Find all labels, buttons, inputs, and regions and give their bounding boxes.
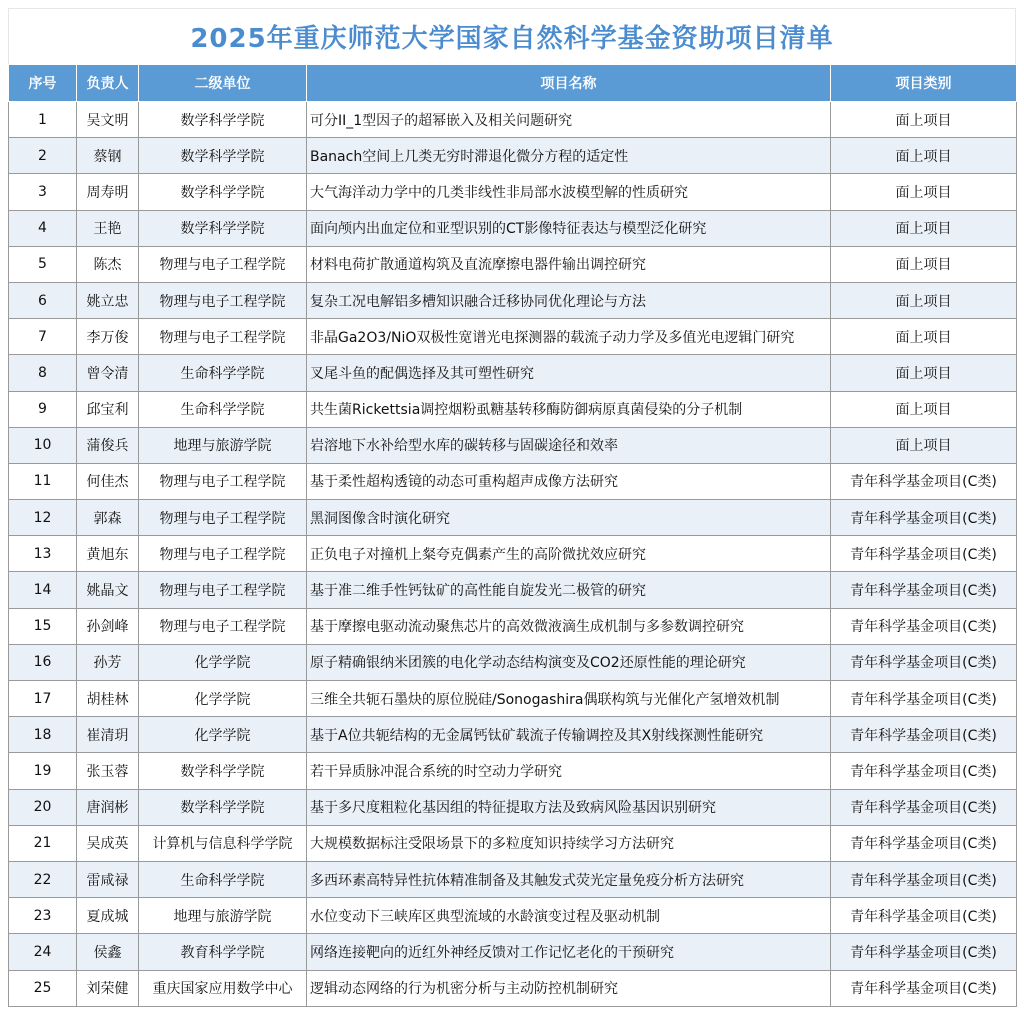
- table-row: [9, 572, 1017, 608]
- cell-leader: 张玉蓉: [77, 753, 139, 789]
- project-table: [8, 64, 1017, 1007]
- cell-project: Banach空间上几类无穷时滞退化微分方程的适定性: [307, 138, 831, 174]
- cell-unit: 数学科学学院: [139, 789, 307, 825]
- cell-leader: 吴文明: [77, 102, 139, 138]
- table-row: [9, 391, 1017, 427]
- table-row: [9, 970, 1017, 1006]
- cell-category: 面上项目: [831, 355, 1017, 391]
- table-row: [9, 536, 1017, 572]
- cell-unit: 物理与电子工程学院: [139, 282, 307, 318]
- cell-no: 20: [9, 789, 77, 825]
- table-row: [9, 319, 1017, 355]
- cell-project: 网络连接靶向的近红外神经反馈对工作记忆老化的干预研究: [307, 934, 831, 970]
- table-row: [9, 102, 1017, 138]
- cell-project: 水位变动下三峡库区典型流域的水龄演变过程及驱动机制: [307, 898, 831, 934]
- table-row: [9, 246, 1017, 282]
- cell-leader: 姚立忠: [77, 282, 139, 318]
- cell-no: 3: [9, 174, 77, 210]
- cell-category: 面上项目: [831, 210, 1017, 246]
- cell-leader: 蒲俊兵: [77, 427, 139, 463]
- cell-category: 青年科学基金项目(C类): [831, 463, 1017, 499]
- cell-no: 1: [9, 102, 77, 138]
- cell-category: 面上项目: [831, 174, 1017, 210]
- cell-no: 9: [9, 391, 77, 427]
- cell-project: 材料电荷扩散通道构筑及直流摩擦电器件输出调控研究: [307, 246, 831, 282]
- cell-leader: 周寿明: [77, 174, 139, 210]
- cell-category: 青年科学基金项目(C类): [831, 789, 1017, 825]
- table-row: [9, 138, 1017, 174]
- cell-unit: 教育科学学院: [139, 934, 307, 970]
- cell-unit: 化学学院: [139, 681, 307, 717]
- cell-leader: 孙芳: [77, 644, 139, 680]
- cell-category: 青年科学基金项目(C类): [831, 717, 1017, 753]
- cell-category: 面上项目: [831, 138, 1017, 174]
- cell-no: 24: [9, 934, 77, 970]
- cell-leader: 曾令清: [77, 355, 139, 391]
- header-leader: 负责人: [77, 65, 139, 102]
- cell-category: 青年科学基金项目(C类): [831, 861, 1017, 897]
- table-row: [9, 825, 1017, 861]
- cell-leader: 何佳杰: [77, 463, 139, 499]
- cell-no: 11: [9, 463, 77, 499]
- cell-project: 面向颅内出血定位和亚型识别的CT影像特征表达与模型泛化研究: [307, 210, 831, 246]
- cell-category: 青年科学基金项目(C类): [831, 753, 1017, 789]
- cell-category: 面上项目: [831, 246, 1017, 282]
- cell-category: 青年科学基金项目(C类): [831, 970, 1017, 1006]
- cell-unit: 物理与电子工程学院: [139, 246, 307, 282]
- cell-no: 25: [9, 970, 77, 1006]
- header-unit: 二级单位: [139, 65, 307, 102]
- cell-project: 基于多尺度粗粒化基因组的特征提取方法及致病风险基因识别研究: [307, 789, 831, 825]
- table-row: [9, 500, 1017, 536]
- cell-no: 21: [9, 825, 77, 861]
- cell-leader: 孙剑峰: [77, 608, 139, 644]
- cell-project: 若干异质脉冲混合系统的时空动力学研究: [307, 753, 831, 789]
- cell-category: 青年科学基金项目(C类): [831, 898, 1017, 934]
- page-title: 2025年重庆师范大学国家自然科学基金资助项目清单: [8, 8, 1016, 64]
- table-row: [9, 210, 1017, 246]
- cell-unit: 物理与电子工程学院: [139, 319, 307, 355]
- cell-project: 基于摩擦电驱动流动聚焦芯片的高效微液滴生成机制与多参数调控研究: [307, 608, 831, 644]
- cell-leader: 夏成城: [77, 898, 139, 934]
- header-project: 项目名称: [307, 65, 831, 102]
- cell-no: 19: [9, 753, 77, 789]
- cell-category: 青年科学基金项目(C类): [831, 825, 1017, 861]
- table-header: [9, 65, 1017, 102]
- cell-project: 正负电子对撞机上粲夸克偶素产生的高阶微扰效应研究: [307, 536, 831, 572]
- table-row: [9, 608, 1017, 644]
- cell-leader: 李万俊: [77, 319, 139, 355]
- cell-no: 2: [9, 138, 77, 174]
- header-no: 序号: [9, 65, 77, 102]
- cell-category: 青年科学基金项目(C类): [831, 572, 1017, 608]
- cell-project: 非晶Ga2O3/NiO双极性宽谱光电探测器的载流子动力学及多值光电逻辑门研究: [307, 319, 831, 355]
- cell-project: 基于准二维手性钙钛矿的高性能自旋发光二极管的研究: [307, 572, 831, 608]
- cell-leader: 郭森: [77, 500, 139, 536]
- cell-project: 共生菌Rickettsia调控烟粉虱糖基转移酶防御病原真菌侵染的分子机制: [307, 391, 831, 427]
- cell-project: 基于A位共轭结构的无金属钙钛矿载流子传输调控及其X射线探测性能研究: [307, 717, 831, 753]
- cell-category: 面上项目: [831, 319, 1017, 355]
- cell-project: 可分II_1型因子的超幂嵌入及相关问题研究: [307, 102, 831, 138]
- cell-project: 岩溶地下水补给型水库的碳转移与固碳途径和效率: [307, 427, 831, 463]
- table-row: [9, 427, 1017, 463]
- cell-leader: 雷咸禄: [77, 861, 139, 897]
- cell-no: 8: [9, 355, 77, 391]
- cell-no: 16: [9, 644, 77, 680]
- cell-leader: 胡桂林: [77, 681, 139, 717]
- cell-leader: 黄旭东: [77, 536, 139, 572]
- cell-project: 复杂工况电解铝多槽知识融合迁移协同优化理论与方法: [307, 282, 831, 318]
- cell-unit: 物理与电子工程学院: [139, 500, 307, 536]
- table-row: [9, 934, 1017, 970]
- header-row: [9, 65, 1017, 102]
- cell-category: 面上项目: [831, 282, 1017, 318]
- cell-unit: 生命科学学院: [139, 861, 307, 897]
- cell-no: 14: [9, 572, 77, 608]
- cell-unit: 化学学院: [139, 717, 307, 753]
- cell-no: 4: [9, 210, 77, 246]
- cell-no: 18: [9, 717, 77, 753]
- cell-leader: 唐润彬: [77, 789, 139, 825]
- table-row: [9, 898, 1017, 934]
- cell-unit: 物理与电子工程学院: [139, 463, 307, 499]
- cell-category: 青年科学基金项目(C类): [831, 934, 1017, 970]
- cell-unit: 数学科学学院: [139, 174, 307, 210]
- header-category: 项目类别: [831, 65, 1017, 102]
- table-row: [9, 463, 1017, 499]
- cell-leader: 陈杰: [77, 246, 139, 282]
- cell-no: 10: [9, 427, 77, 463]
- cell-project: 大气海洋动力学中的几类非线性非局部水波模型解的性质研究: [307, 174, 831, 210]
- table-row: [9, 753, 1017, 789]
- cell-unit: 数学科学学院: [139, 102, 307, 138]
- cell-leader: 刘荣健: [77, 970, 139, 1006]
- cell-unit: 数学科学学院: [139, 210, 307, 246]
- cell-project: 多西环素高特异性抗体精准制备及其触发式荧光定量免疫分析方法研究: [307, 861, 831, 897]
- cell-unit: 物理与电子工程学院: [139, 572, 307, 608]
- cell-unit: 地理与旅游学院: [139, 898, 307, 934]
- table-row: [9, 174, 1017, 210]
- cell-leader: 崔清玥: [77, 717, 139, 753]
- cell-unit: 数学科学学院: [139, 138, 307, 174]
- cell-leader: 吴成英: [77, 825, 139, 861]
- cell-no: 13: [9, 536, 77, 572]
- cell-no: 15: [9, 608, 77, 644]
- cell-unit: 物理与电子工程学院: [139, 608, 307, 644]
- table-row: [9, 861, 1017, 897]
- cell-category: 青年科学基金项目(C类): [831, 536, 1017, 572]
- table-row: [9, 717, 1017, 753]
- cell-no: 12: [9, 500, 77, 536]
- cell-leader: 姚晶文: [77, 572, 139, 608]
- cell-category: 面上项目: [831, 102, 1017, 138]
- table-row: [9, 789, 1017, 825]
- cell-unit: 生命科学学院: [139, 355, 307, 391]
- cell-project: 基于柔性超构透镜的动态可重构超声成像方法研究: [307, 463, 831, 499]
- cell-unit: 地理与旅游学院: [139, 427, 307, 463]
- cell-no: 17: [9, 681, 77, 717]
- cell-category: 青年科学基金项目(C类): [831, 644, 1017, 680]
- cell-project: 逻辑动态网络的行为机密分析与主动防控机制研究: [307, 970, 831, 1006]
- cell-unit: 物理与电子工程学院: [139, 536, 307, 572]
- cell-category: 青年科学基金项目(C类): [831, 608, 1017, 644]
- cell-category: 面上项目: [831, 391, 1017, 427]
- cell-project: 原子精确银纳米团簇的电化学动态结构演变及CO2还原性能的理论研究: [307, 644, 831, 680]
- cell-unit: 生命科学学院: [139, 391, 307, 427]
- table-row: [9, 644, 1017, 680]
- table-row: [9, 282, 1017, 318]
- cell-unit: 重庆国家应用数学中心: [139, 970, 307, 1006]
- cell-project: 三维全共轭石墨炔的原位脱硅/Sonogashira偶联构筑与光催化产氢增效机制: [307, 681, 831, 717]
- cell-no: 23: [9, 898, 77, 934]
- cell-no: 7: [9, 319, 77, 355]
- cell-unit: 数学科学学院: [139, 753, 307, 789]
- cell-unit: 化学学院: [139, 644, 307, 680]
- table-row: [9, 355, 1017, 391]
- cell-category: 面上项目: [831, 427, 1017, 463]
- cell-category: 青年科学基金项目(C类): [831, 681, 1017, 717]
- cell-project: 叉尾斗鱼的配偶选择及其可塑性研究: [307, 355, 831, 391]
- cell-project: 黑洞图像含时演化研究: [307, 500, 831, 536]
- cell-leader: 王艳: [77, 210, 139, 246]
- table-row: [9, 681, 1017, 717]
- cell-project: 大规模数据标注受限场景下的多粒度知识持续学习方法研究: [307, 825, 831, 861]
- cell-category: 青年科学基金项目(C类): [831, 500, 1017, 536]
- cell-leader: 侯鑫: [77, 934, 139, 970]
- cell-leader: 邱宝利: [77, 391, 139, 427]
- cell-leader: 蔡钢: [77, 138, 139, 174]
- cell-no: 22: [9, 861, 77, 897]
- cell-no: 6: [9, 282, 77, 318]
- table-body: [9, 102, 1017, 1007]
- cell-no: 5: [9, 246, 77, 282]
- cell-unit: 计算机与信息科学学院: [139, 825, 307, 861]
